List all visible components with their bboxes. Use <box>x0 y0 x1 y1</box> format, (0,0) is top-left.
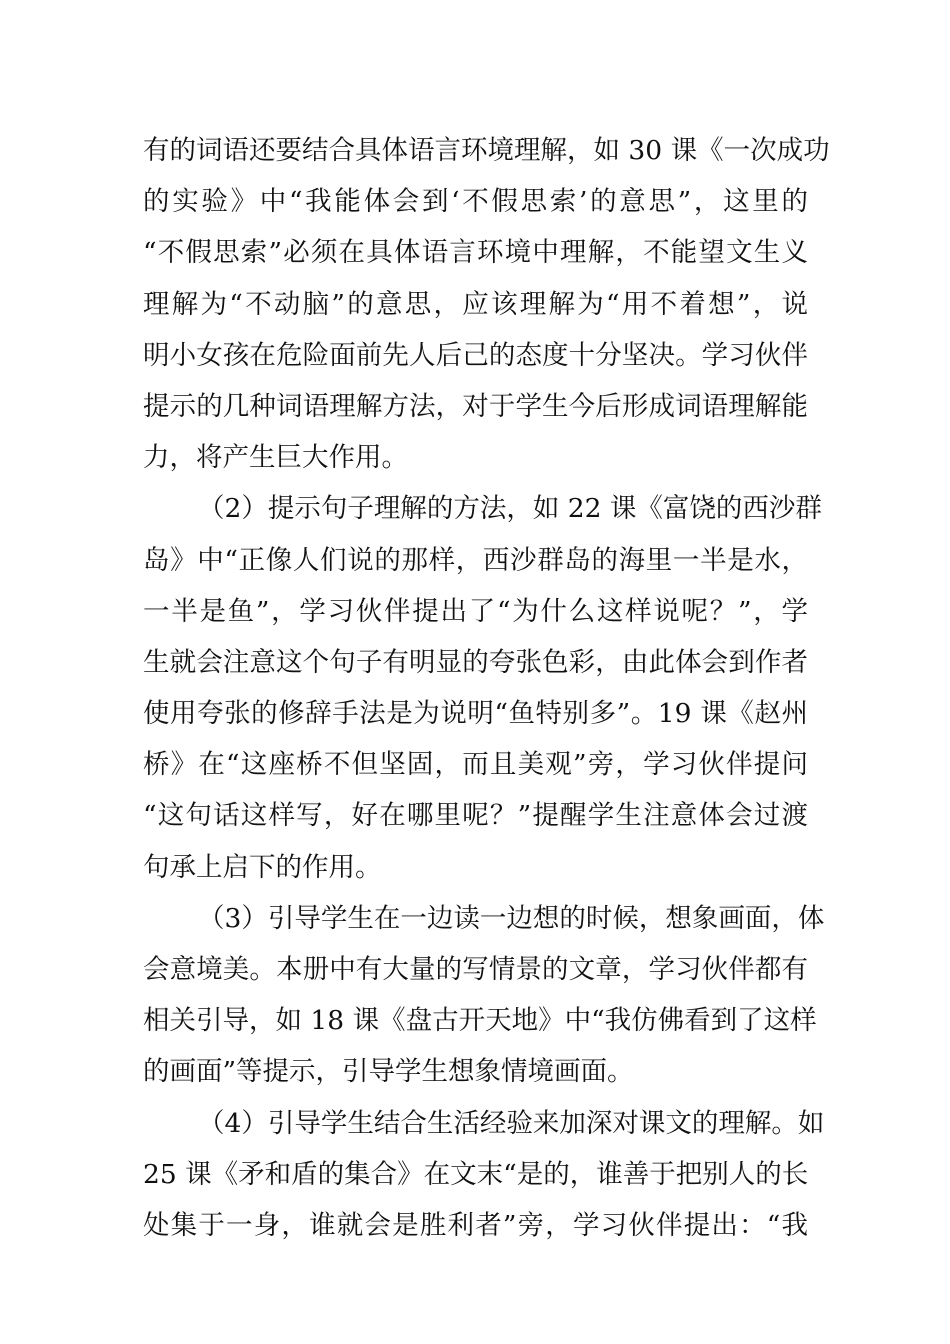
text-line: 岛》中“正像人们说的那样，西沙群岛的海里一半是水， <box>143 544 808 576</box>
paragraph-start-line: （2）提示句子理解的方法，如 22 课《富饶的西沙群 <box>198 493 822 525</box>
text-line: 会意境美。本册中有大量的写情景的文章，学习伙伴都有 <box>143 954 808 985</box>
text-line: 的实验》中“我能体会到‘不假思索’的意思”，这里的 <box>143 186 808 218</box>
text-line: 理解为“不动脑”的意思，应该理解为“用不着想”，说 <box>143 288 808 320</box>
text-line: 桥》在“这座桥不但坚固，而且美观”旁，学习伙伴提问 <box>143 749 808 781</box>
text-line: 提示的几种词语理解方法，对于学生今后形成词语理解能 <box>143 390 808 422</box>
text-line: 句承上启下的作用。 <box>143 851 382 883</box>
text-line: 的画面”等提示，引导学生想象情境画面。 <box>143 1056 634 1088</box>
text-line: 明小女孩在危险面前先人后己的态度十分坚决。学习伙伴 <box>143 339 808 371</box>
text-line: 处集于一身，谁就会是胜利者”旁，学习伙伴提出：“我 <box>143 1209 808 1241</box>
paragraph-start-line: （3）引导学生在一边读一边想的时候，想象画面，体 <box>198 902 825 934</box>
text-line: 一半是鱼”，学习伙伴提出了“为什么这样说呢？”，学 <box>143 595 808 627</box>
paragraph-start-line: （4）引导学生结合生活经验来加深对课文的理解。如 <box>198 1107 825 1139</box>
text-line: 有的词语还要结合具体语言环境理解，如 30 课《一次成功 <box>143 135 830 166</box>
text-line: 使用夸张的修辞手法是为说明“鱼特别多”。19 课《赵州 <box>143 698 808 730</box>
text-line: 力，将产生巨大作用。 <box>143 442 408 474</box>
text-line: 生就会注意这个句子有明显的夸张色彩，由此体会到作者 <box>143 646 808 678</box>
text-line: 25 课《矛和盾的集合》在文末“是的，谁善于把别人的长 <box>143 1158 809 1190</box>
text-line: “不假思索”必须在具体语言环境中理解，不能望文生义 <box>143 237 808 269</box>
text-body <box>143 125 830 1251</box>
text-line: “这句话这样写，好在哪里呢？”提醒学生注意体会过渡 <box>143 800 808 832</box>
text-line: 相关引导，如 18 课《盘古开天地》中“我仿佛看到了这样 <box>143 1005 817 1037</box>
